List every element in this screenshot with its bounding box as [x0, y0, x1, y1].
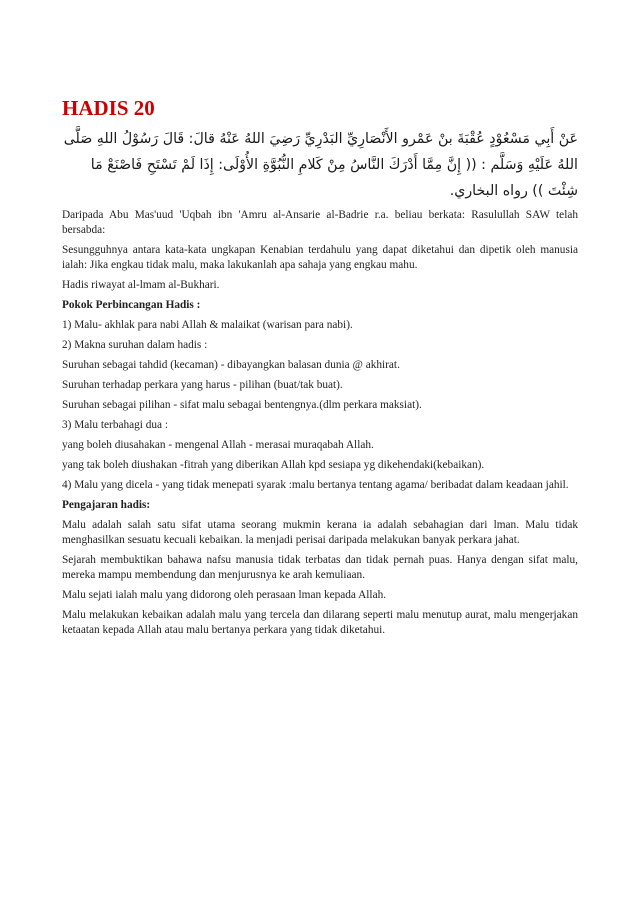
section-heading-lessons: Pengajaran hadis:	[62, 499, 151, 511]
discussion-point-2: 2) Makna suruhan dalam hadis :	[62, 339, 208, 351]
discussion-point-2c: Suruhan sebagai pilihan - sifat malu sebagai bentengnya.(dlm perkara maksiat).	[62, 399, 422, 411]
hadith-translation: Sesungguhnya antara kata-kata ungkapan Kenabian terdahulu yang dapat diketahui dan dipetik oleh manusia ialah: Jika engkau tidak malu, maka lakukanlah apa sahaja yang engkau mahu.	[62, 244, 578, 271]
lesson-paragraph-1: Malu adalah salah satu sifat utama seorang mukmin kerana ia adalah sebahagian dari lman. Malu tidak menghasilkan sesuatu kecuali kebaikan. la menjadi perisai daripada melakukan banyak perkara jahat.	[62, 519, 578, 546]
discussion-point-3: 3) Malu terbahagi dua :	[62, 419, 169, 431]
discussion-point-1: 1) Malu- akhlak para nabi Allah & malaikat (warisan para nabi).	[62, 319, 353, 331]
discussion-point-2b: Suruhan terhadap perkara yang harus - pilihan (buat/tak buat).	[62, 379, 343, 391]
discussion-point-3a: yang boleh diusahakan - mengenal Allah - merasai muraqabah Allah.	[62, 439, 374, 451]
discussion-point-2a: Suruhan sebagai tahdid (kecaman) - dibayangkan balasan dunia @ akhirat.	[62, 359, 400, 371]
lesson-paragraph-2: Sejarah membuktikan bahawa nafsu manusia tidak terbatas dan tidak pernah puas. Hanya dengan sifat malu, mereka mampu membendung dan menjurusnya ke arah kemuliaan.	[62, 554, 578, 581]
discussion-point-4: 4) Malu yang dicela - yang tidak menepati syarak :malu bertanya tentang agama/ beribadat dalam keadaan jahil.	[62, 479, 569, 491]
section-heading-discussion: Pokok Perbincangan Hadis :	[62, 299, 201, 311]
document-page	[62, 96, 578, 643]
lesson-paragraph-4: Malu melakukan kebaikan adalah malu yang tercela dan dilarang seperti malu menutup aurat, malu mengerjakan ketaatan kepada Allah atau malu bertanya perkara yang tidak diketahui.	[62, 609, 578, 636]
hadith-source: Hadis riwayat al-lmam al-Bukhari.	[62, 279, 220, 291]
narration-intro: Daripada Abu Mas'uud 'Uqbah ibn 'Amru al-Ansarie al-Badrie r.a. beliau berkata: Rasulullah SAW telah bersabda:	[62, 209, 578, 236]
arabic-hadith-text: عَنْ أَبِي مَسْعُوْدٍ عُقْبَةَ بنْ عَمْرو الأَنْصَارِيِّ البَدْرِيِّ رَضِيَ اللهُ عَنْهُ قالَ: قَالَ رَسُوْلُ اللهِ صَلَّى اللهُ عَلَيْهِ وَسَلَّم : (( إِنَّ مِمَّا أَدْرَكَ النَّاسُ مِنْ كَلامِ النُّبُوَّةِ الأُوْلَى: إِذَا لَمْ تَسْتَحِ فَاصْنَعْ مَا شِئْتَ )) رواه البخاري.	[63, 131, 578, 199]
page-title: HADIS 20	[62, 96, 155, 120]
lesson-paragraph-3: Malu sejati ialah malu yang didorong oleh perasaan lman kepada Allah.	[62, 589, 387, 601]
discussion-point-3b: yang tak boleh diushakan -fitrah yang diberikan Allah kpd sesiapa yg dikehendaki(kebaikan).	[62, 459, 485, 471]
